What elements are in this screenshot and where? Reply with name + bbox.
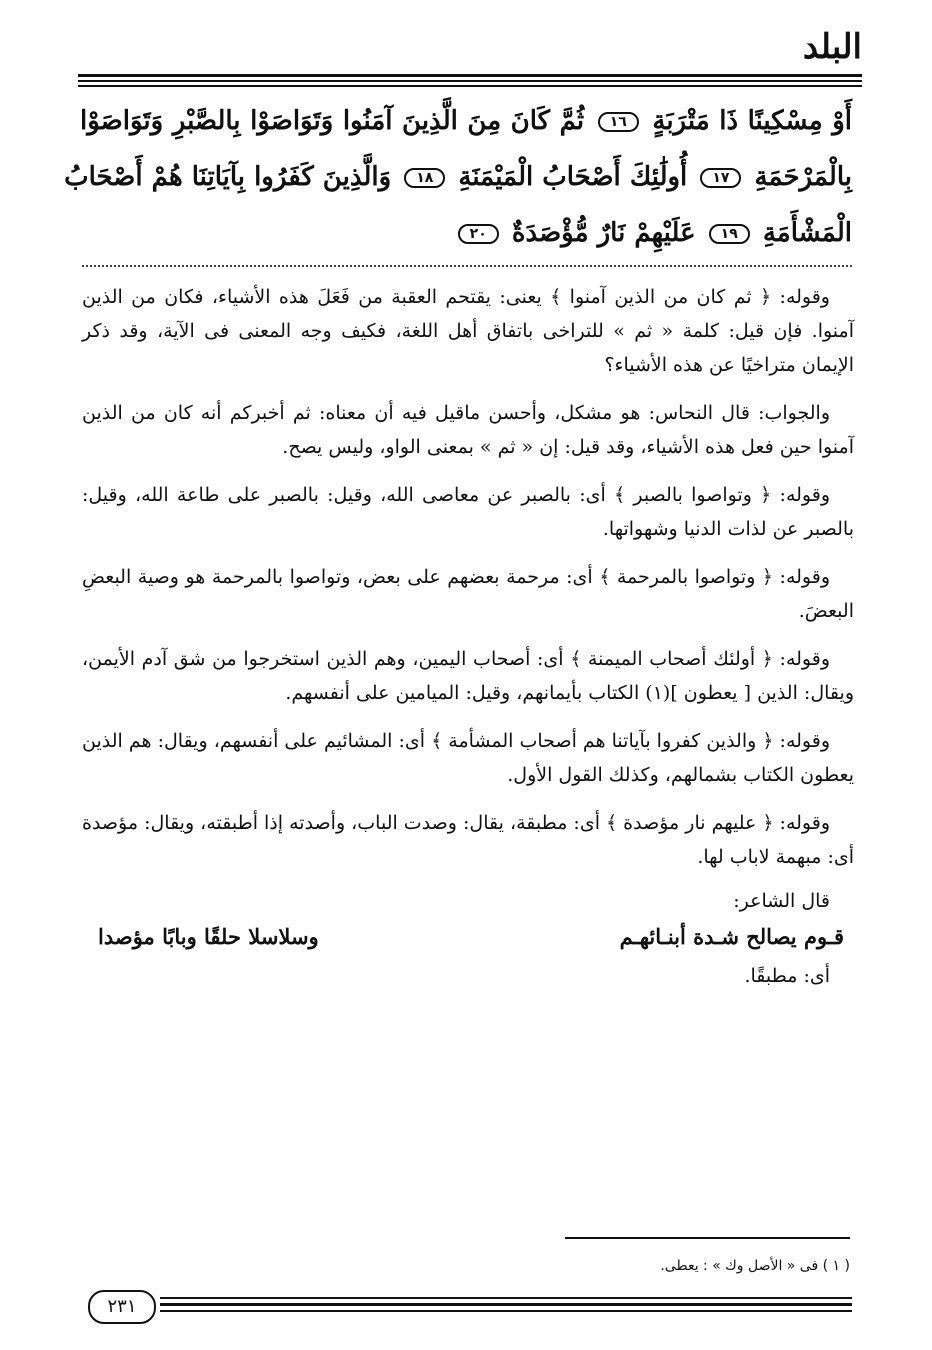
commentary-paragraph: وقوله: ﴿ أولئك أصحاب الميمنة ﴾ أى: أصحاب اليمين، وهم الذين استخرجوا من شق آدم الأيمن، ويقال: الذين [ يعطون ](١) الكتاب بأيمانهم، وقيل: الميامين على أنفسهم. bbox=[82, 648, 854, 704]
ayah-number-marker: ١٦ bbox=[598, 112, 639, 132]
gloss-note: أى: مطبقًا. bbox=[744, 965, 830, 987]
page-footer bbox=[80, 1285, 852, 1325]
verse-hemistich: وسلاسلا حلقًا وبابًا مؤصدا bbox=[98, 924, 319, 949]
ayah-number-marker: ١٨ bbox=[404, 168, 445, 188]
footnote-rule bbox=[565, 1237, 850, 1239]
commentary-paragraph: وقوله: ﴿ ثم كان من الذين آمنوا ﴾ يعنى: يقتحم العقبة من فَعَلَ هذه الأشياء، فكان من الذين آمنوا. فإن قيل: كلمة « ثم » للتراخى باتفاق أهل اللغة، فكيف وجه المعنى فى الآية، وقد ذكر الإيمان متراخيًا عن هذه الأشياء؟ bbox=[82, 286, 854, 376]
quran-line bbox=[80, 108, 852, 134]
quran-verses bbox=[64, 98, 852, 263]
dotted-separator bbox=[82, 265, 852, 267]
verse-text: أُولَٰئِكَ أَصْحَابُ الْمَيْمَنَةِ bbox=[458, 162, 688, 192]
commentary-paragraph: والجواب: قال النحاس: هو مشكل، وأحسن ماقيل فيه أن معناه: ثم أخبركم أنه كان من الذين آمنوا حين فعل هذه الأشياء، وقد قيل: إن « ثم » بمعنى الواو، وليس يصح. bbox=[82, 402, 854, 458]
commentary-paragraph: وقوله: ﴿ والذين كفروا بآياتنا هم أصحاب المشأمة ﴾ أى: المشائيم على أنفسهم، ويقال: هم الذين يعطون الكتاب بشمالهم، وكذلك القول الأول. bbox=[82, 730, 854, 786]
ayah-number-marker: ١٩ bbox=[709, 224, 750, 244]
surah-title: البلد bbox=[802, 27, 862, 67]
footer-rule bbox=[160, 1310, 852, 1312]
header-rule bbox=[78, 85, 862, 87]
commentary-body bbox=[82, 280, 854, 993]
ayah-number-marker: ١٧ bbox=[700, 168, 741, 188]
commentary-paragraph: وقوله: ﴿ عليهم نار مؤصدة ﴾ أى: مطبقة، يقال: وصدت الباب، وأصدته إذا أطبقته، ويقال: مؤصدة أى: مبهمة لاباب لها. bbox=[81, 812, 854, 868]
header-rule bbox=[78, 80, 862, 82]
footnote: ( ١ ) فى « الأصل وك » : يعطى. bbox=[660, 1258, 850, 1274]
poet-intro: قال الشاعر: bbox=[733, 890, 830, 912]
verse-text: أَوْ مِسْكِينًا ذَا مَتْرَبَةٍ bbox=[652, 106, 852, 136]
verse-text: بِالْمَرْحَمَةِ bbox=[754, 162, 852, 192]
header-rule bbox=[78, 74, 862, 77]
footer-rule bbox=[160, 1297, 852, 1299]
verse-text: عَلَيْهِمْ نَارٌ مُّؤْصَدَةٌ bbox=[511, 218, 696, 248]
verse-text: الْمَشْأَمَةِ bbox=[762, 218, 852, 248]
poetry-verse bbox=[82, 924, 854, 949]
page-number: ٢٣١ bbox=[88, 1290, 156, 1324]
verse-text: وَالَّذِينَ كَفَرُوا بِآيَاتِنَا هُمْ أَصْحَابُ bbox=[64, 162, 392, 192]
quran-line bbox=[64, 162, 852, 192]
verse-text: ثُمَّ كَانَ مِنَ الَّذِينَ آمَنُوا وَتَوَاصَوْا بِالصَّبْرِ وَتَوَاصَوْا bbox=[80, 106, 585, 136]
footer-rule bbox=[160, 1303, 852, 1306]
page-header bbox=[78, 27, 862, 100]
ayah-number-marker: ٢٠ bbox=[458, 224, 499, 244]
commentary-paragraph: وقوله: ﴿ وتواصوا بالصبر ﴾ أى: بالصبر عن معاصى الله، وقيل: بالصبر على طاعة الله، وقيل: بالصبر عن لذات الدنيا وشهواتها. bbox=[82, 484, 854, 540]
verse-hemistich: قـوم يصالح شـدة أبنـائهـم bbox=[619, 924, 844, 949]
quran-line bbox=[454, 220, 852, 246]
commentary-paragraph: وقوله: ﴿ وتواصوا بالمرحمة ﴾ أى: مرحمة بعضهم على بعض، وتواصوا بالمرحمة هو وصية البعضِ البعضَ. bbox=[82, 566, 854, 622]
